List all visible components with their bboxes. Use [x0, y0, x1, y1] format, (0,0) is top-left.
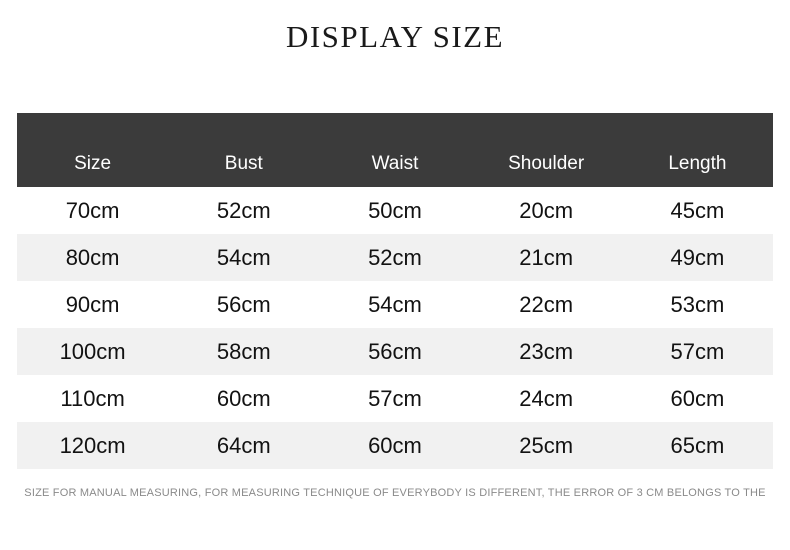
cell-bust: 58cm [216, 338, 271, 364]
cell-size: 120cm [59, 432, 126, 458]
cell-shoulder: 25cm [519, 432, 574, 458]
cell-size: 70cm [65, 197, 120, 223]
cell-bust: 64cm [216, 432, 271, 458]
cell-waist: 54cm [368, 291, 422, 317]
cell-waist: 50cm [368, 197, 422, 223]
cell-shoulder: 22cm [519, 291, 574, 317]
cell-length: 65cm [670, 432, 725, 458]
table-body [17, 187, 773, 469]
column-header-waist: Waist [371, 153, 419, 174]
column-header-size: Size [74, 153, 112, 174]
table-row [17, 375, 773, 422]
column-header-bust: Bust [224, 153, 263, 174]
cell-bust: 52cm [216, 197, 271, 223]
table-header-row [17, 113, 773, 187]
table-row [17, 422, 773, 469]
cell-bust: 54cm [216, 244, 271, 270]
cell-shoulder: 21cm [519, 244, 574, 270]
column-header-shoulder: Shoulder [508, 153, 585, 174]
cell-length: 57cm [670, 338, 725, 364]
table-header [17, 113, 773, 187]
cell-length: 53cm [670, 291, 725, 317]
cell-shoulder: 20cm [519, 197, 574, 223]
cell-size: 110cm [60, 385, 125, 411]
cell-size: 80cm [65, 244, 120, 270]
table-row [17, 328, 773, 375]
cell-bust: 60cm [216, 385, 271, 411]
cell-shoulder: 24cm [519, 385, 574, 411]
table-row [17, 187, 773, 234]
cell-length: 45cm [670, 197, 725, 223]
cell-length: 60cm [670, 385, 725, 411]
column-header-length: Length [668, 153, 727, 174]
cell-size: 90cm [65, 291, 120, 317]
table-row [17, 234, 773, 281]
size-table [17, 113, 773, 469]
cell-shoulder: 23cm [519, 338, 574, 364]
table-row [17, 281, 773, 328]
size-table-container [17, 113, 773, 469]
page-title: DISPLAY SIZE [285, 19, 505, 54]
cell-waist: 56cm [368, 338, 422, 364]
cell-bust: 56cm [216, 291, 271, 317]
cell-length: 49cm [670, 244, 725, 270]
cell-waist: 60cm [368, 432, 422, 458]
cell-size: 100cm [59, 338, 126, 364]
cell-waist: 57cm [368, 385, 422, 411]
cell-waist: 52cm [368, 244, 422, 270]
measurement-disclaimer: SIZE FOR MANUAL MEASURING, FOR MEASURING TECHNIQUE OF EVERYBODY IS DIFFERENT, THE ERROR OF 3 CM BELONGS TO THE [24, 487, 766, 499]
